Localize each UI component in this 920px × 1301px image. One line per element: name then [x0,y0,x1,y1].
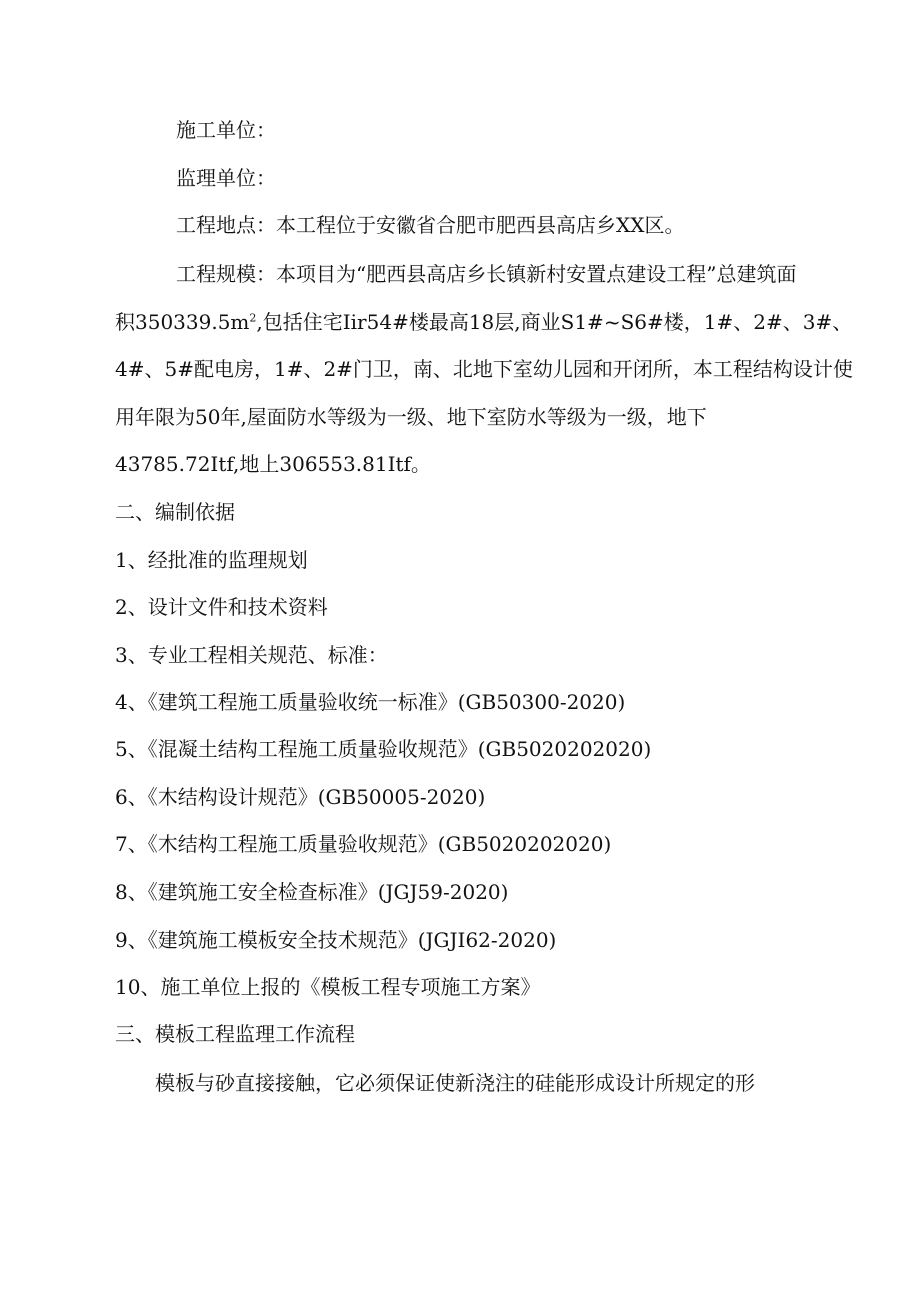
supervisor-line: 监理单位： [176,166,276,190]
section-heading-workflow: 三、模板工程监理工作流程 [115,1022,355,1046]
scale-line-2-b: ,包括住宅Iir54#楼最高18层,商业S1#~S6#楼，1#、2#、3#、 [256,310,853,334]
basis-item: 6、《木结构设计规范》(GB50005-2020) [115,785,486,809]
scale-line-2-a: 积350339.5m [115,310,250,334]
scale-line-1: 工程规模：本项目为“肥西县高店乡长镇新村安置点建设工程”总建筑面 [176,262,797,286]
basis-item: 9、《建筑施工模板安全技术规范》(JGJI62-2020) [115,928,557,952]
basis-item: 1、经批准的监理规划 [115,548,308,572]
scale-line-5: 43785.72Itf,地上306553.81Itf。 [115,452,431,476]
location-line: 工程地点：本工程位于安徽省合肥市肥西县高店乡XX区。 [176,213,685,237]
section-heading-basis: 二、编制依据 [115,500,235,524]
scale-line-2 [115,308,852,336]
basis-item: 3、专业工程相关规范、标准： [115,643,388,667]
basis-item: 5、《混凝土结构工程施工质量验收规范》(GB5020202020) [115,737,652,761]
basis-item: 7、《木结构工程施工质量验收规范》(GB5020202020) [115,832,612,856]
workflow-paragraph: 模板与砂直接接触，它必须保证使新浇注的硅能形成设计所规定的形 [155,1071,755,1095]
basis-item: 2、设计文件和技术资料 [115,595,328,619]
scale-line-4: 用年限为50年,屋面防水等级为一级、地下室防水等级为一级，地下 [115,405,707,429]
basis-item: 8、《建筑施工安全检查标准》(JGJ59-2020) [115,880,509,904]
scale-line-3: 4#、5#配电房，1#、2#门卫，南、北地下室幼儿园和开闭所，本工程结构设计使 [115,357,853,381]
area-unit-superscript: 2 [249,311,257,325]
contractor-line: 施工单位： [176,118,276,142]
basis-item: 10、施工单位上报的《模板工程专项施工方案》 [115,975,541,999]
basis-item: 4、《建筑工程施工质量验收统一标准》(GB50300-2020) [115,690,626,714]
